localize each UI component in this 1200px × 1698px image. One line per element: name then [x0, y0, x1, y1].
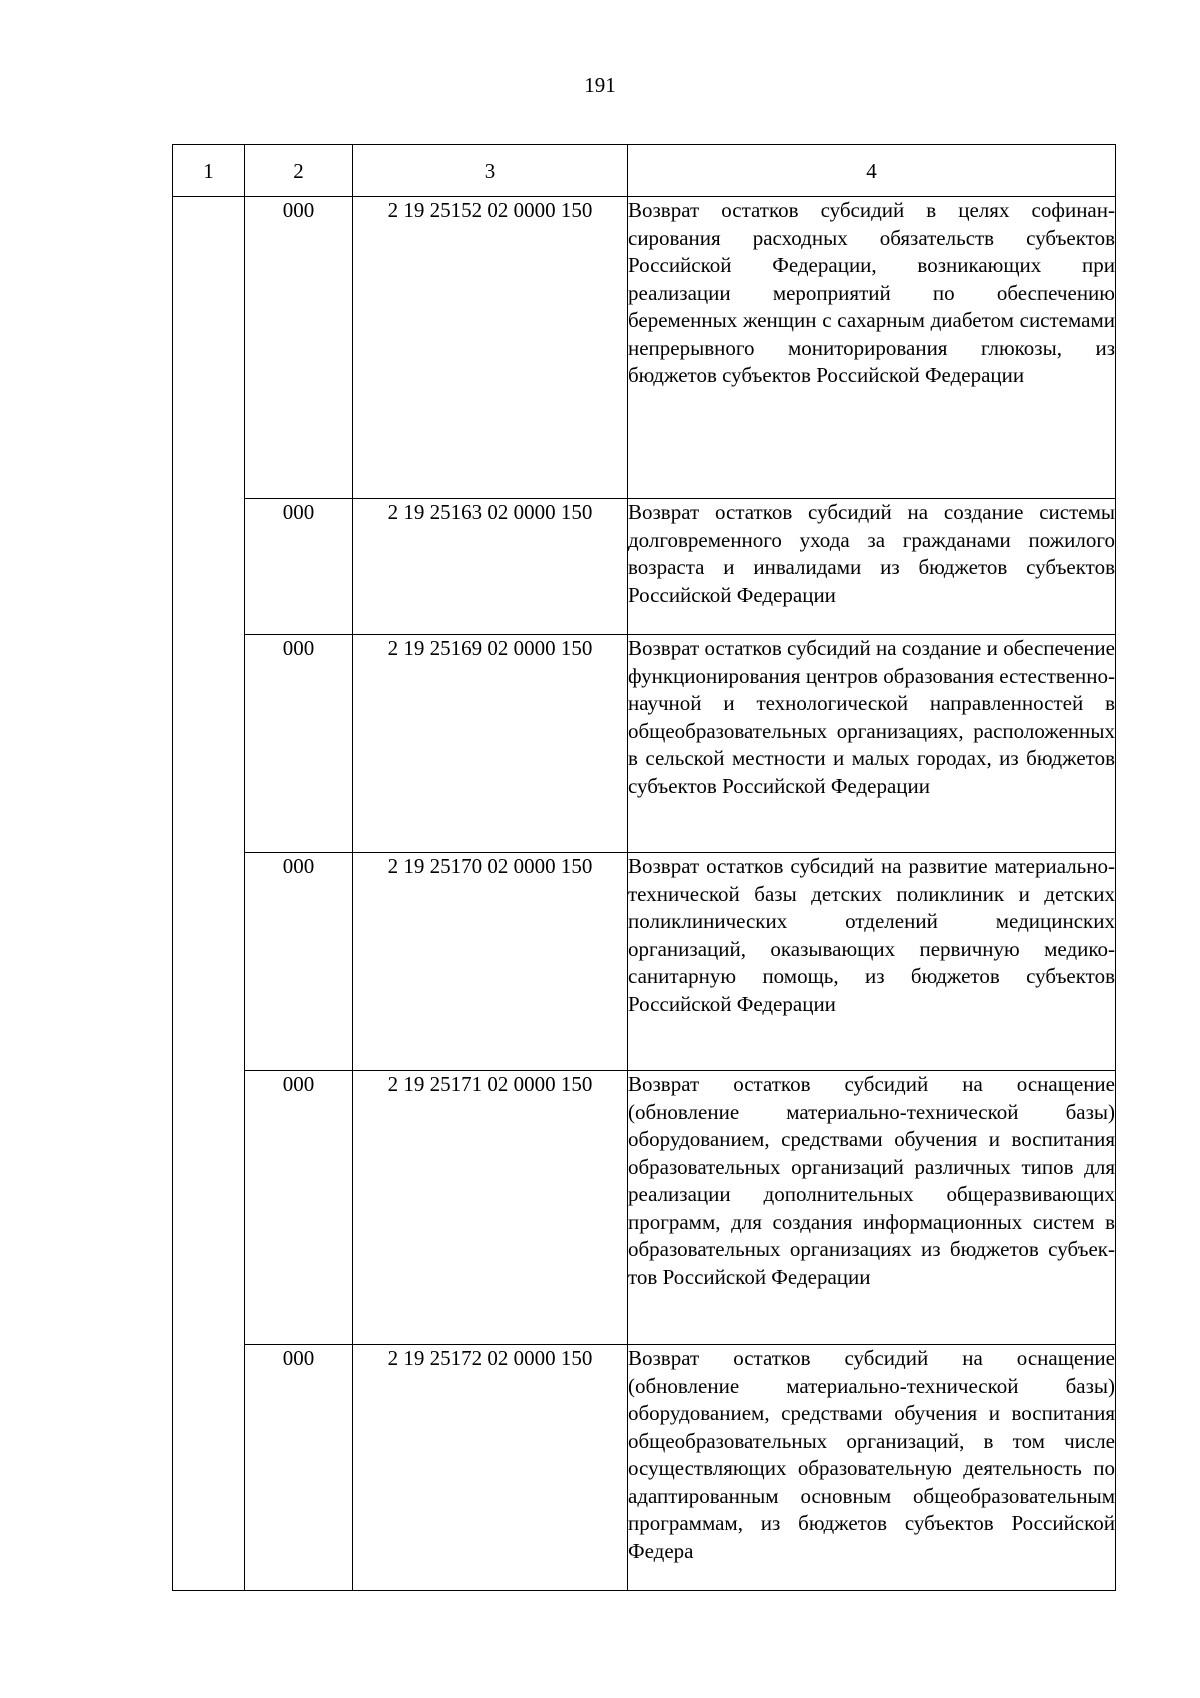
description-cell	[628, 853, 1116, 1071]
description-text: Возврат остатков субсидий на оснащение (обновление материально-технической базы) оборудованием, средствами обучения и воспитания образовательных организаций различных типов для реализации дополнительных общеразвивающих программ, для создания информационных систем в образовательных организациях из бюджетов субъектов Российской Федерации	[628, 1072, 1115, 1289]
admin-code: 000	[245, 853, 353, 1071]
description-text: Возврат остатков субсидий на создание системы долговременного ухода за гражданами пожилого возраста и инвалидами из бюджетов субъектов Российской Федерации	[628, 500, 1115, 607]
kbk-code: 2 19 25171 02 0000 150	[353, 1071, 628, 1345]
table-row	[173, 853, 1116, 1071]
header-col-4: 4	[628, 145, 1116, 197]
table-row	[173, 1071, 1116, 1345]
table-row	[173, 1345, 1116, 1591]
header-col-1: 1	[173, 145, 245, 197]
kbk-code: 2 19 25152 02 0000 150	[353, 197, 628, 499]
description-cell	[628, 197, 1116, 499]
kbk-code: 2 19 25163 02 0000 150	[353, 499, 628, 635]
table-row	[173, 499, 1116, 635]
table-row	[173, 197, 1116, 499]
empty-col1-cell	[173, 197, 245, 1591]
table-header-row	[173, 145, 1116, 197]
description-text: Возврат остатков субсидий в целях софинансирования расходных обязательств субъектов Российской Федерации, возникающих при реализации мероприятий по обеспечению беременных женщин с сахарным диабетом системами непрерывного мониторирования глюкозы, из бюджетов субъектов Российской Федерации	[628, 198, 1115, 387]
budget-classification-table	[172, 144, 1116, 1591]
description-cell	[628, 1345, 1116, 1591]
page-number: 191	[584, 73, 616, 97]
admin-code: 000	[245, 1345, 353, 1591]
description-text: Возврат остатков субсидий на развитие материально-технической базы детских поликлиник и детских поликлинических отделений медицинских организаций, оказывающих первичную медико-санитарную помощь, из бюджетов субъектов Российской Федерации	[628, 854, 1115, 1016]
description-cell	[628, 499, 1116, 635]
description-text: Возврат остатков субсидий на оснащение (обновление материально-технической базы) оборудованием, средствами обучения и воспитания общеобразовательных организаций, в том числе осуществляющих образовательную деятельность по адаптированным основным общеобразовательным программам, из бюджетов субъектов Российской Федера	[628, 1346, 1115, 1563]
description-cell	[628, 1071, 1116, 1345]
kbk-code: 2 19 25172 02 0000 150	[353, 1345, 628, 1591]
header-col-2: 2	[245, 145, 353, 197]
description-cell	[628, 635, 1116, 853]
admin-code: 000	[245, 635, 353, 853]
admin-code: 000	[245, 1071, 353, 1345]
admin-code: 000	[245, 499, 353, 635]
kbk-code: 2 19 25170 02 0000 150	[353, 853, 628, 1071]
header-col-3: 3	[353, 145, 628, 197]
table-row	[173, 635, 1116, 853]
kbk-code: 2 19 25169 02 0000 150	[353, 635, 628, 853]
description-text: Возврат остатков субсидий на создание и обеспечение функционирования центров образования естественно-научной и технологической направленностей в общеобразовательных организациях, расположенных в сельской местности и малых городах, из бюджетов субъектов Российской Федерации	[628, 636, 1116, 798]
admin-code: 000	[245, 197, 353, 499]
